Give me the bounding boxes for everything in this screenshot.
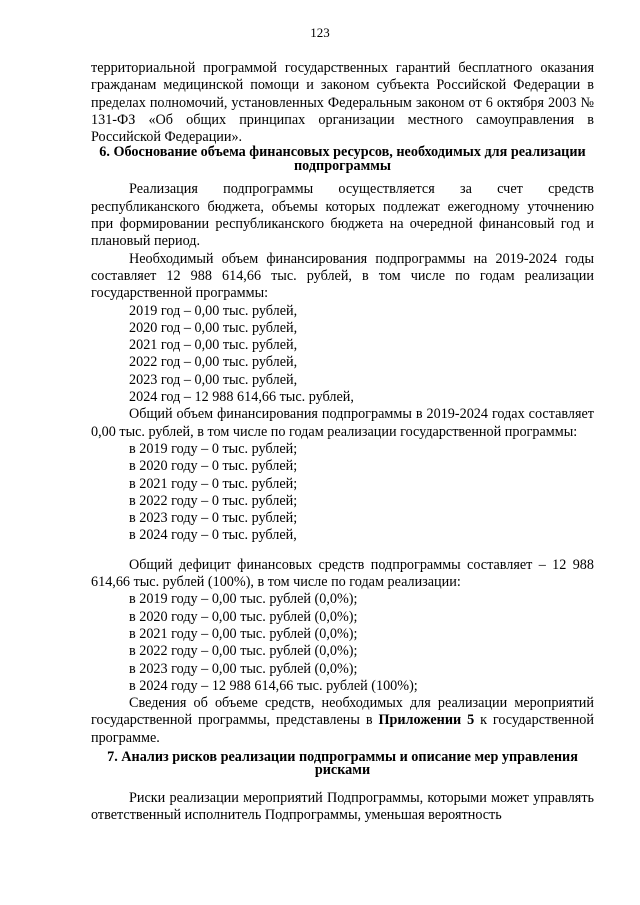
list-item: 2021 год – 0,00 тыс. рублей, xyxy=(129,337,298,354)
list-item: 2024 год – 12 988 614,66 тыс. рублей, xyxy=(129,389,354,406)
section-7-paragraph-1: Риски реализации мероприятий Подпрограммы, которыми может управлять ответственный исполнитель Подпрограммы, уменьшая вероятность xyxy=(91,789,594,824)
page-number: 123 xyxy=(310,25,330,40)
list-item: в 2023 году – 0 тыс. рублей; xyxy=(129,510,298,527)
list-item: в 2020 году – 0 тыс. рублей; xyxy=(129,458,298,475)
section-6-paragraph-2: Необходимый объем финансирования подпрограммы на 2019-2024 годы составляет 12 988 614,66 тыс. рублей, в том числе по годам реализации государственной программы: xyxy=(91,250,594,302)
section-6-paragraph-1: Реализация подпрограммы осуществляется за счет средств республиканского бюджета, объемы которых подлежат ежегодному уточнению при формировании республиканского бюджета на очередной финансовый год и плановый период. xyxy=(91,181,594,250)
list-item: в 2019 году – 0 тыс. рублей; xyxy=(129,440,298,457)
list-item: в 2023 году – 0,00 тыс. рублей (0,0%); xyxy=(129,660,358,677)
list-item: в 2022 году – 0,00 тыс. рублей (0,0%); xyxy=(129,643,358,660)
deficit-list xyxy=(91,591,594,695)
intro-paragraph: территориальной программой государственных гарантий бесплатного оказания гражданам медицинской помощи и законом субъекта Российской Федерации в пределах полномочий, установленных Федеральным законом от 6 октября 2003 № 131-ФЗ «Об общих принципах организации местного самоуправления в Российской Федерации». xyxy=(91,60,594,146)
list-item: в 2022 году – 0 тыс. рублей; xyxy=(129,492,298,509)
section-6-heading: 6. Обоснование объема финансовых ресурсов, необходимых для реализации подпрограммы xyxy=(99,144,586,174)
list-item: в 2024 году – 0 тыс. рублей, xyxy=(129,527,297,544)
list-item: в 2020 году – 0,00 тыс. рублей (0,0%); xyxy=(129,608,358,625)
appendix-reference: Приложении 5 xyxy=(378,712,475,729)
section-6-paragraph-4: Общий дефицит финансовых средств подпрограммы составляет – 12 988 614,66 тыс. рублей (100%), в том числе по годам реализации: xyxy=(91,556,594,591)
list-item: 2019 год – 0,00 тыс. рублей, xyxy=(129,302,298,319)
section-7-heading: 7. Анализ рисков реализации подпрограммы и описание мер управления рисками xyxy=(107,748,578,779)
funding-by-year-list xyxy=(91,303,594,407)
para5-after: к государственной программе. xyxy=(91,712,594,746)
list-item: в 2024 году – 12 988 614,66 тыс. рублей (100%); xyxy=(129,677,418,694)
list-item: в 2021 году – 0 тыс. рублей; xyxy=(129,475,298,492)
para5-before: Сведения об объеме средств, необходимых для реализации мероприятий государственной программы, представлены в xyxy=(91,695,594,729)
list-item: 2022 год – 0,00 тыс. рублей, xyxy=(129,354,298,371)
section-6-paragraph-5 xyxy=(91,695,594,747)
list-item: в 2019 году – 0,00 тыс. рублей (0,0%); xyxy=(129,591,358,608)
section-6-paragraph-3: Общий объем финансирования подпрограммы в 2019-2024 годах составляет 0,00 тыс. рублей, в том числе по годам реализации государственной программы: xyxy=(91,406,594,440)
document-body xyxy=(91,60,594,825)
list-item: 2020 год – 0,00 тыс. рублей, xyxy=(129,319,298,336)
list-item: в 2021 году – 0,00 тыс. рублей (0,0%); xyxy=(129,625,358,642)
total-funding-list xyxy=(91,441,594,545)
list-item: 2023 год – 0,00 тыс. рублей, xyxy=(129,371,298,388)
